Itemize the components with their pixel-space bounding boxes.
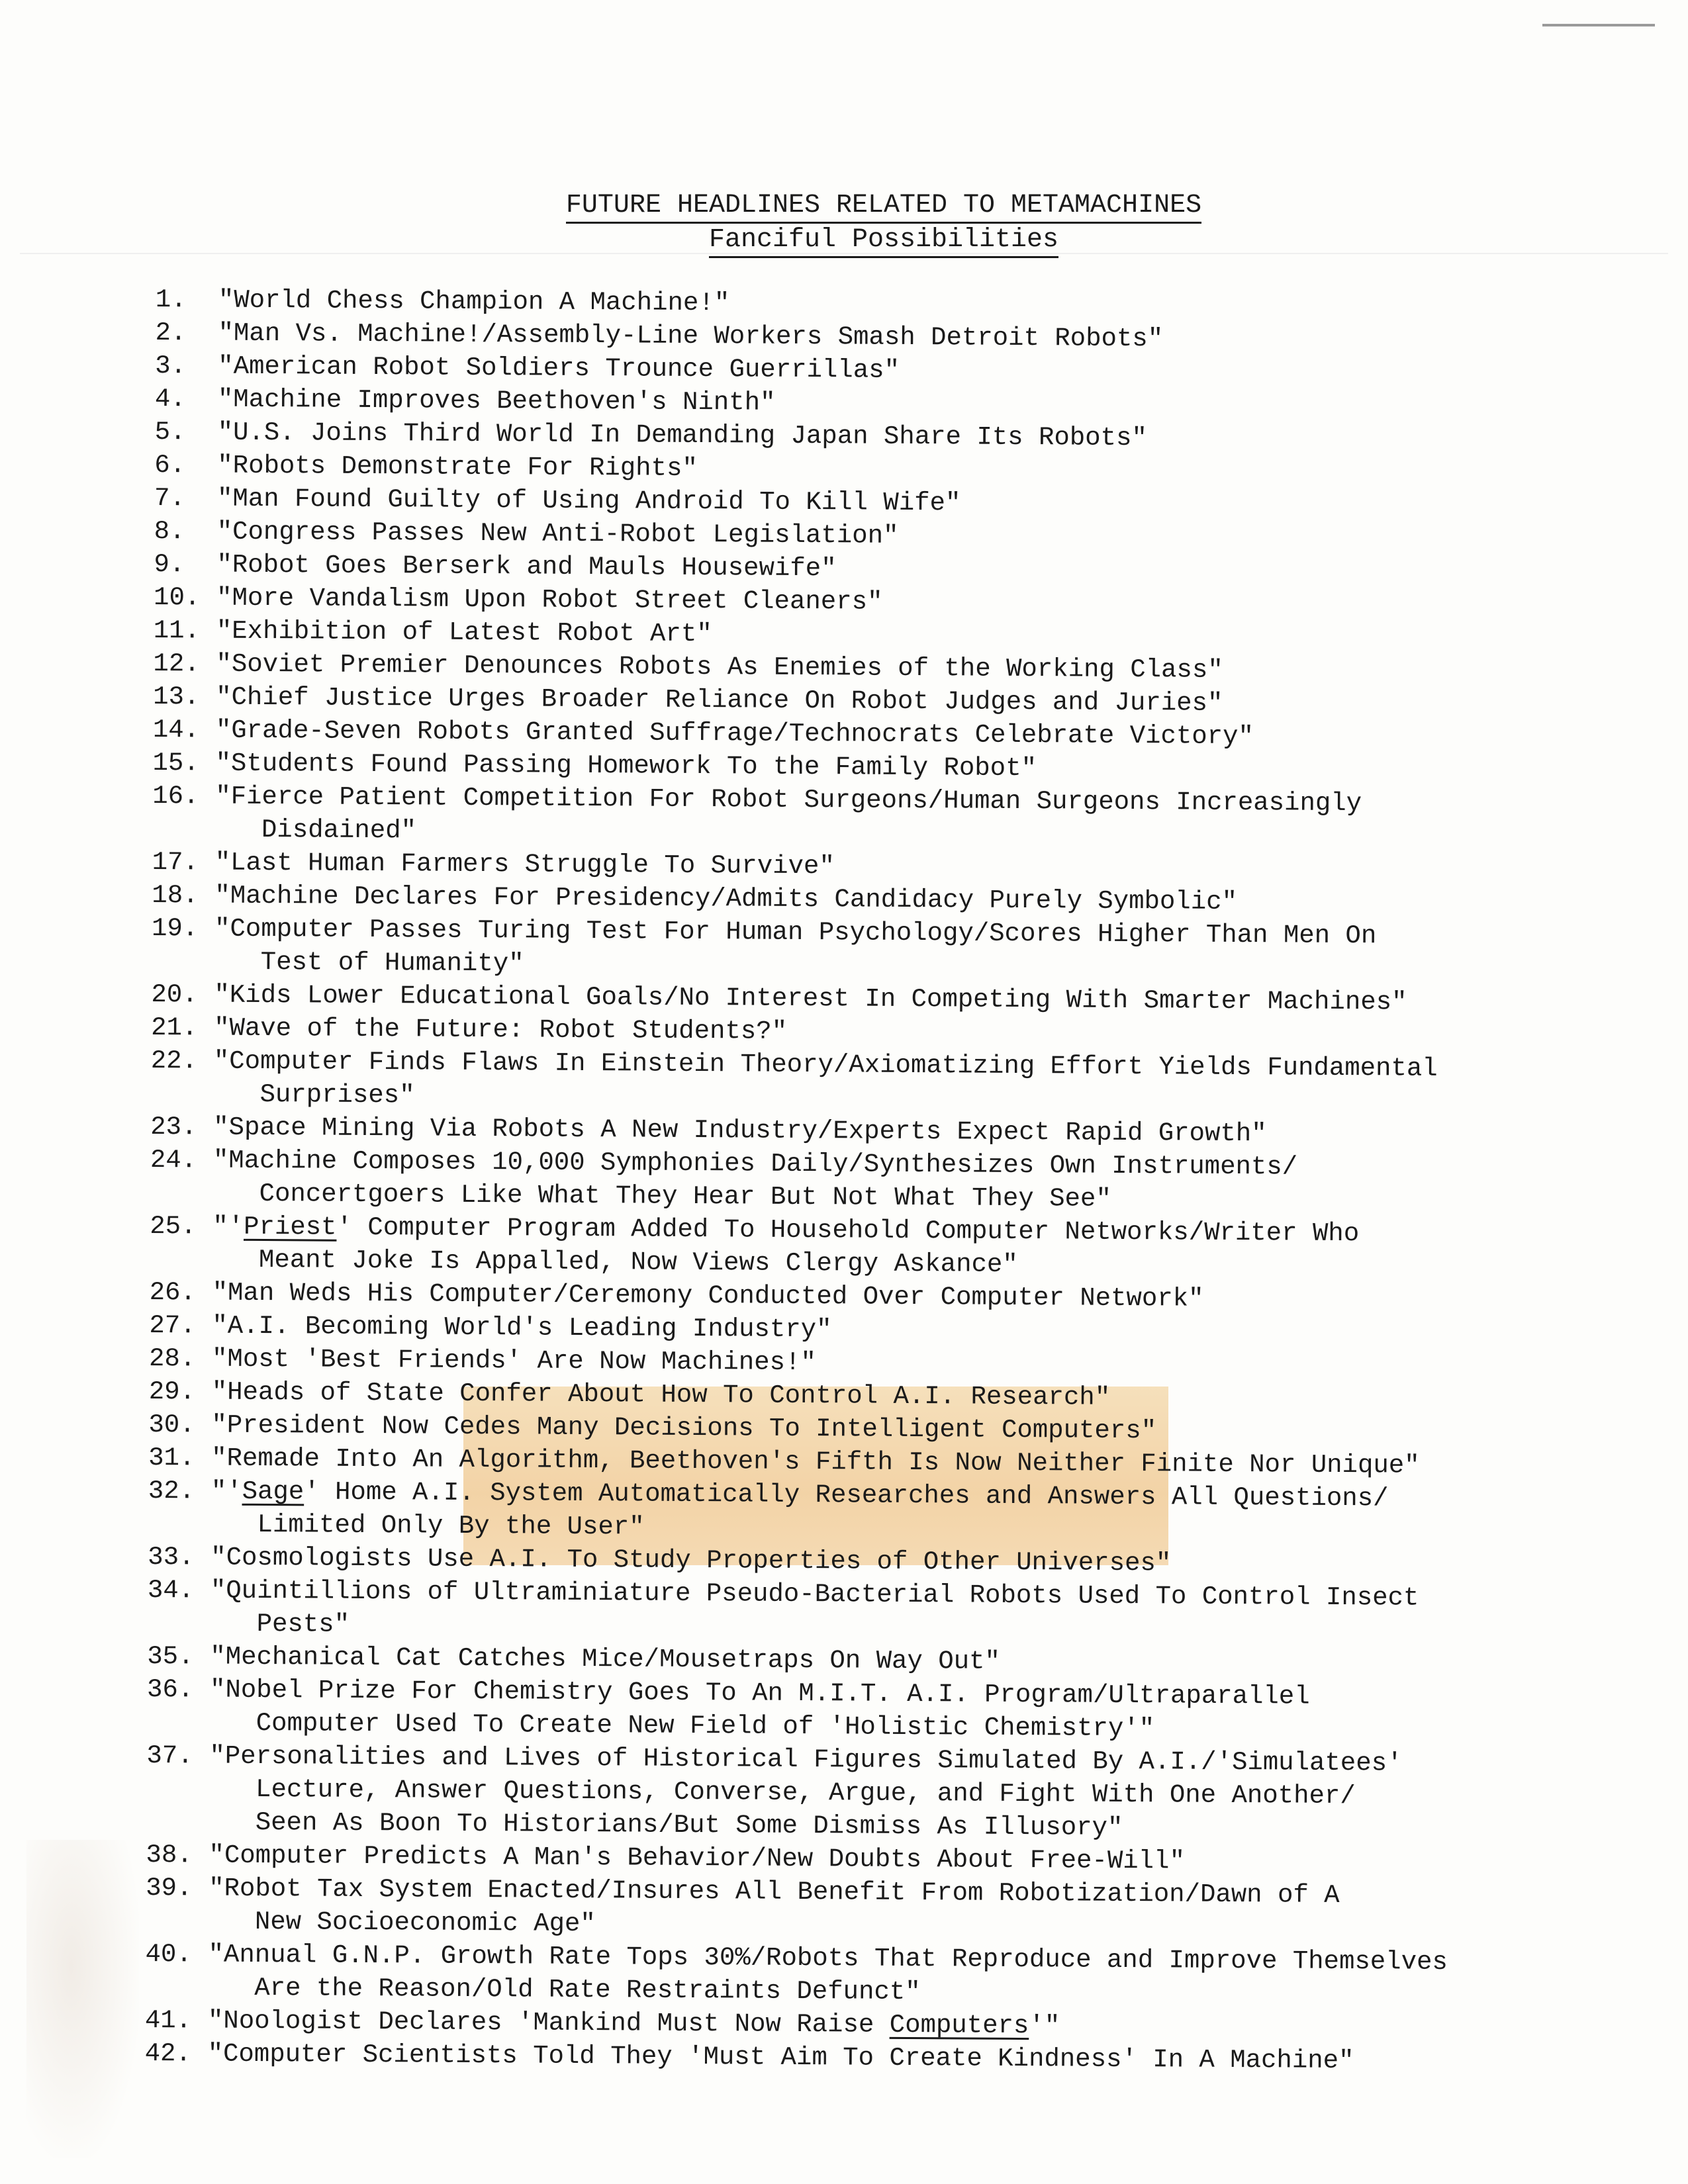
item-number: 20.	[151, 979, 198, 1010]
headline-line: "Machine Improves Beethoven's Ninth"	[217, 385, 776, 418]
item-number: 27.	[149, 1310, 196, 1341]
item-number: 1.	[155, 285, 187, 315]
item-number: 30.	[148, 1410, 195, 1440]
headline-line: "Machine Composes 10,000 Symphonies Daily/Synthesizes Own Instruments/	[212, 1146, 1298, 1182]
item-number: 31.	[148, 1443, 195, 1473]
item-number: 6.	[154, 450, 186, 480]
headline-item	[152, 780, 1642, 855]
headline-continuation-line: Surprises"	[259, 1079, 415, 1111]
headline-text	[211, 1475, 1638, 1550]
headline-line: "Cosmologists Use A.I. To Study Properties of Other Universes"	[211, 1543, 1172, 1578]
headline-continuation-line: Test of Humanity"	[260, 947, 524, 979]
item-number: 18.	[152, 880, 199, 911]
headline-text	[214, 913, 1642, 987]
headline-item	[150, 1144, 1640, 1219]
item-number: 13.	[153, 682, 200, 712]
headline-continuation-line: Seen As Boon To Historians/But Some Dismiss As Illusory"	[255, 1807, 1123, 1843]
item-number: 40.	[145, 1939, 192, 1970]
item-number: 14.	[152, 715, 200, 745]
headline-text	[210, 1674, 1637, 1749]
headline-line: "Robots Demonstrate For Rights"	[217, 451, 698, 484]
headline-line: "Man Found Guilty of Using Android To Kill Wife"	[216, 484, 961, 518]
headline-line: "Mechanical Cat Catches Mice/Mousetraps On Way Out"	[210, 1642, 1001, 1676]
headline-line: "World Chess Champion A Machine!"	[218, 285, 730, 318]
underlined-word: Sage	[242, 1477, 305, 1507]
item-number: 19.	[151, 913, 199, 944]
headline-continuation-line: Meant Joke Is Appalled, Now Views Clergy Askance"	[258, 1245, 1018, 1279]
headline-line: "Most 'Best Friends' Are Now Machines!"	[211, 1344, 816, 1378]
item-number: 28.	[148, 1343, 196, 1374]
headline-line: "Last Human Farmers Struggle To Survive"	[214, 848, 835, 882]
headline-line: "Computer Scientists Told They 'Must Aim To Create Kindness' In A Machine"	[207, 2039, 1354, 2076]
item-number: 29.	[148, 1377, 196, 1407]
item-number: 8.	[154, 516, 185, 547]
headline-line: "Computer Predicts A Man's Behavior/New Doubts About Free-Will"	[209, 1841, 1186, 1876]
title-text: FUTURE HEADLINES RELATED TO METAMACHINES	[566, 191, 1201, 224]
headline-text	[208, 1938, 1635, 2013]
headline-item	[147, 1574, 1637, 1649]
headline-item	[145, 1938, 1635, 2013]
headline-text	[215, 780, 1642, 855]
item-number: 36.	[146, 1674, 194, 1705]
underlined-word: Priest	[243, 1212, 337, 1242]
headline-text	[210, 1574, 1637, 1649]
headline-line: "Computer Passes Turing Test For Human Psychology/Scores Higher Than Men On	[214, 914, 1377, 951]
headline-continuation-line: New Socioeconomic Age"	[254, 1907, 596, 1939]
headline-line: "Chief Justice Urges Broader Reliance On Robot Judges and Juries"	[216, 682, 1223, 718]
headline-line: "Quintillions of Ultraminiature Pseudo-Bacterial Robots Used To Control Insect	[210, 1576, 1419, 1613]
item-number: 21.	[150, 1013, 198, 1043]
headline-item	[146, 1739, 1636, 1848]
headline-line: "Noologist Declares 'Mankind Must Now Raise Computers'"	[207, 2006, 1060, 2041]
headline-item	[147, 1673, 1637, 1749]
headline-line: "President Now Cedes Many Decisions To Intelligent Computers"	[211, 1410, 1157, 1446]
item-number: 25.	[150, 1211, 197, 1242]
headline-line: "Exhibition of Latest Robot Art"	[216, 616, 712, 649]
headline-line: "'Priest' Computer Program Added To Household Computer Networks/Writer Who	[212, 1212, 1360, 1249]
headline-item	[150, 1210, 1640, 1285]
item-number: 32.	[148, 1476, 195, 1506]
item-number: 5.	[154, 417, 186, 447]
item-number: 39.	[146, 1873, 193, 1903]
headline-line: "Congress Passes New Anti-Robot Legislation"	[216, 517, 899, 551]
headline-continuation-line: Concertgoers Like What They Hear But Not What They See"	[259, 1179, 1111, 1214]
headline-line: "Students Found Passing Homework To the Family Robot"	[215, 749, 1037, 784]
headline-text	[209, 1740, 1636, 1848]
headline-line: "Grade-Seven Robots Granted Suffrage/Technocrats Celebrate Victory"	[215, 715, 1254, 752]
item-number: 2.	[155, 318, 187, 348]
headline-continuation-line: Limited Only By the User"	[257, 1510, 645, 1542]
headline-line: "Remade Into An Algorithm, Beethoven's Fifth Is Now Neither Finite Nor Unique"	[211, 1443, 1420, 1480]
headline-item	[150, 1044, 1640, 1120]
paper-smudge	[26, 1840, 139, 2158]
item-number: 17.	[152, 847, 199, 878]
headline-text	[213, 1045, 1640, 1120]
headline-line: "Heads of State Confer About How To Control A.I. Research"	[211, 1377, 1111, 1412]
item-number: 15.	[152, 748, 199, 778]
document-subtitle	[40, 225, 1688, 255]
item-number: 42.	[144, 2038, 192, 2069]
headline-continuation-line: Computer Used To Create New Field of 'Holistic Chemistry'"	[256, 1708, 1155, 1744]
headline-line: "Robot Goes Berserk and Mauls Housewife"	[216, 550, 837, 584]
headline-line: "Fierce Patient Competition For Robot Surgeons/Human Surgeons Increasingly	[215, 782, 1362, 819]
headline-line: "Machine Declares For Presidency/Admits Candidacy Purely Symbolic"	[214, 881, 1238, 917]
underlined-word: Computers	[889, 2010, 1029, 2041]
item-number: 12.	[153, 649, 200, 679]
item-number: 3.	[155, 351, 187, 381]
headline-line: "Soviet Premier Denounces Robots As Enemies of the Working Class"	[216, 649, 1223, 685]
headline-item	[148, 1475, 1638, 1550]
headline-line: "More Vandalism Upon Robot Street Cleaners"	[216, 583, 883, 617]
headline-line: "American Robot Soldiers Trounce Guerrillas"	[218, 351, 900, 385]
headline-line: "Space Mining Via Robots A New Industry/Experts Expect Rapid Growth"	[213, 1113, 1267, 1149]
headline-list	[145, 283, 1645, 2079]
headline-continuation-line: Are the Reason/Old Rate Restraints Defunct"	[254, 1973, 921, 2007]
headline-line: "Man Vs. Machine!/Assembly-Line Workers Smash Detroit Robots"	[218, 318, 1164, 354]
item-number: 7.	[154, 483, 185, 514]
headline-line: "Robot Tax System Enacted/Insures All Benefit From Robotization/Dawn of A	[209, 1874, 1340, 1910]
headline-line: "Personalities and Lives of Historical Figures Simulated By A.I./'Simulatees'	[209, 1741, 1403, 1778]
item-number: 34.	[147, 1575, 195, 1606]
headline-line: "A.I. Becoming World's Leading Industry"	[212, 1311, 832, 1345]
item-number: 16.	[152, 781, 199, 811]
item-number: 33.	[148, 1542, 195, 1572]
headline-line: "Wave of the Future: Robot Students?"	[213, 1013, 788, 1046]
item-number: 41.	[144, 2005, 192, 2036]
item-number: 11.	[153, 615, 201, 646]
headline-item	[146, 1872, 1636, 1947]
headline-item	[152, 912, 1642, 987]
headline-line: "Nobel Prize For Chemistry Goes To An M.I.T. A.I. Program/Ultraparallel	[209, 1675, 1310, 1711]
item-number: 35.	[147, 1641, 194, 1672]
headline-text	[212, 1210, 1640, 1285]
item-number: 23.	[150, 1112, 197, 1142]
subtitle-text: Fanciful Possibilities	[709, 225, 1058, 258]
item-number: 4.	[154, 384, 186, 414]
document-title	[40, 191, 1688, 220]
item-number: 38.	[146, 1840, 193, 1870]
item-number: 24.	[150, 1145, 197, 1175]
headline-continuation-line: Disdained"	[261, 815, 417, 846]
headline-continuation-line: Lecture, Answer Questions, Converse, Argue, and Fight With One Another/	[255, 1774, 1356, 1811]
headline-line: "Computer Finds Flaws In Einstein Theory/Axiomatizing Effort Yields Fundamental	[213, 1046, 1438, 1083]
headline-line: "Man Weds His Computer/Ceremony Conducted Over Computer Network"	[212, 1278, 1204, 1314]
headline-line: "'Sage' Home A.I. System Automatically Researches and Answers All Questions/	[211, 1477, 1389, 1514]
page-edge-mark	[1542, 24, 1655, 26]
item-number: 9.	[154, 549, 185, 580]
item-number: 10.	[153, 582, 201, 613]
item-number: 26.	[149, 1277, 197, 1308]
headline-text	[209, 1872, 1636, 1947]
headline-line: "Kids Lower Educational Goals/No Interest In Competing With Smarter Machines"	[214, 980, 1407, 1017]
item-number: 22.	[150, 1046, 198, 1076]
headline-line: "U.S. Joins Third World In Demanding Japan Share Its Robots"	[217, 418, 1147, 453]
headline-line: "Annual G.N.P. Growth Rate Tops 30%/Robots That Reproduce and Improve Themselves	[208, 1940, 1448, 1977]
headline-continuation-line: Pests"	[256, 1609, 350, 1639]
item-number: 37.	[146, 1741, 193, 1771]
headline-text	[212, 1144, 1640, 1219]
